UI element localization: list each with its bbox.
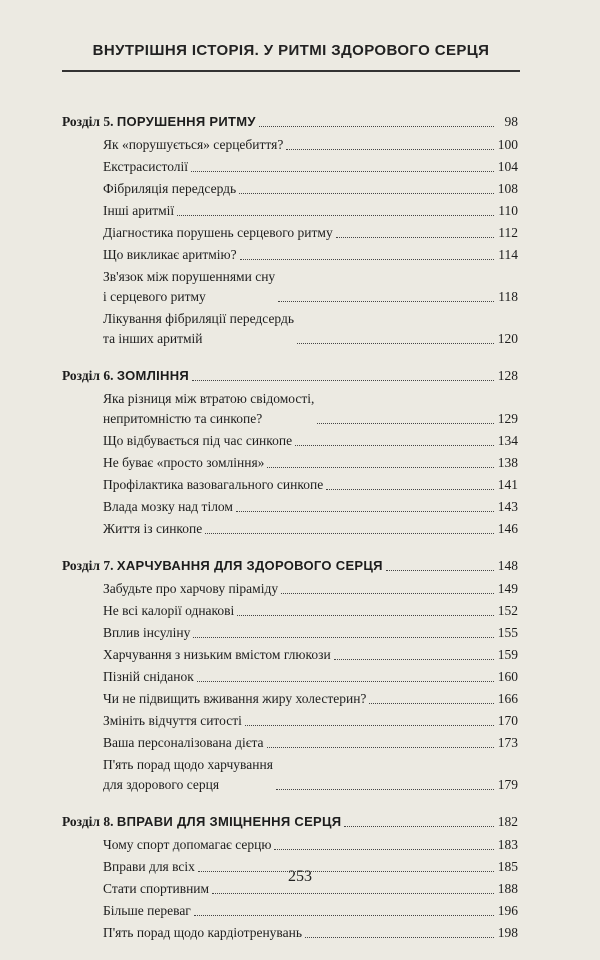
leader-dots <box>336 237 494 238</box>
chapter-entry <box>62 366 518 386</box>
entry-title-line: Чому спорт допомагає серцю <box>103 837 272 852</box>
entry-title <box>103 267 275 307</box>
toc-entry <box>62 835 518 855</box>
entry-page: 166 <box>497 691 518 706</box>
chapter-name: ВПРАВИ ДЛЯ ЗМІЦНЕННЯ СЕРЦЯ <box>116 814 342 829</box>
entry-title-line: Фібриляція передсердь <box>103 181 237 196</box>
entry-page: 114 <box>498 247 518 262</box>
entry-title <box>103 901 191 921</box>
leader-dots <box>194 915 494 916</box>
toc-entry <box>62 579 518 599</box>
chapter-name: ХАРЧУВАННЯ ДЛЯ ЗДОРОВОГО СЕРЦЯ <box>116 558 383 573</box>
chapter-page: 182 <box>497 814 518 829</box>
chapter-entry <box>62 556 518 576</box>
leader-dots <box>386 570 494 571</box>
entry-title-line: непритомністю та синкопе? <box>103 411 263 426</box>
entry-page: 188 <box>497 881 518 896</box>
entry-title-line: Яка різниця між втратою свідомості, <box>103 391 315 406</box>
entry-title-line: Стати спортивним <box>103 881 210 896</box>
entry-page: 170 <box>497 713 518 728</box>
leader-dots <box>240 259 494 260</box>
entry-title-line: Діагностика порушень серцевого ритму <box>103 225 333 240</box>
chapter-title <box>62 556 383 576</box>
leader-dots <box>237 615 494 616</box>
entry-page: 138 <box>497 455 518 470</box>
toc-entry <box>62 711 518 731</box>
entry-title <box>103 135 283 155</box>
entry-page: 112 <box>498 225 518 240</box>
toc-entry <box>62 431 518 451</box>
entry-page: 108 <box>497 181 518 196</box>
leader-dots <box>297 343 494 344</box>
toc-entry <box>62 453 518 473</box>
toc-entry <box>62 689 518 709</box>
entry-page: 104 <box>497 159 518 174</box>
toc-entry <box>62 157 518 177</box>
chapter-page: 148 <box>497 558 518 573</box>
leader-dots <box>239 193 494 194</box>
toc-entry <box>62 201 518 221</box>
entry-title-line: та інших аритмій <box>103 331 203 346</box>
leader-dots <box>259 126 494 127</box>
entry-title-line: Профілактика вазовагального синкопе <box>103 477 324 492</box>
entry-title <box>103 475 323 495</box>
entry-title <box>103 623 190 643</box>
entry-title <box>103 711 242 731</box>
entry-page: 160 <box>497 669 518 684</box>
entry-page: 155 <box>497 625 518 640</box>
entry-title-line: Лікування фібриляції передсердь <box>103 311 295 326</box>
leader-dots <box>326 489 494 490</box>
chapter-name: ЗОМЛІННЯ <box>116 368 190 383</box>
entry-title <box>103 497 233 517</box>
toc-entry <box>62 601 518 621</box>
entry-title-line: Змініть відчуття ситості <box>103 713 242 728</box>
entry-title-line: Зв'язок між порушеннями сну <box>103 269 276 284</box>
entry-title <box>103 431 292 451</box>
entry-title <box>103 309 294 349</box>
toc-chapter-7 <box>62 556 518 795</box>
toc-entry <box>62 135 518 155</box>
header-rule <box>62 70 520 72</box>
entry-page: 179 <box>497 777 518 792</box>
entry-page: 149 <box>497 581 518 596</box>
entry-title-line: Що відбувається під час синкопе <box>103 433 293 448</box>
toc-entry <box>62 497 518 517</box>
entry-title <box>103 389 314 429</box>
toc-entry <box>62 475 518 495</box>
entry-page: 146 <box>497 521 518 536</box>
entry-title-line: Пізній сніданок <box>103 669 194 684</box>
chapter-page: 128 <box>497 368 518 383</box>
entry-title <box>103 223 333 243</box>
leader-dots <box>281 593 494 594</box>
entry-page: 173 <box>497 735 518 750</box>
entry-page: 118 <box>498 289 518 304</box>
entry-title <box>103 667 194 687</box>
entry-title <box>103 245 237 265</box>
entry-page: 183 <box>497 837 518 852</box>
leader-dots <box>212 893 494 894</box>
chapter-number: Розділ 7. <box>62 558 114 573</box>
entry-title-line: Ваша персоналізована дієта <box>103 735 264 750</box>
toc-entry <box>62 389 518 429</box>
chapter-title <box>62 366 189 386</box>
leader-dots <box>305 937 494 938</box>
toc-entry <box>62 645 518 665</box>
toc-chapter-6 <box>62 366 518 539</box>
entry-title-line: і серцевого ритму <box>103 289 206 304</box>
entry-page: 198 <box>497 925 518 940</box>
entry-title <box>103 601 234 621</box>
toc-entry <box>62 223 518 243</box>
entry-page: 141 <box>497 477 518 492</box>
chapter-entry <box>62 112 518 132</box>
entry-title-line: Чи не підвищить вживання жиру холестерин? <box>103 691 367 706</box>
entry-page: 185 <box>497 859 518 874</box>
toc-entry <box>62 623 518 643</box>
entry-title <box>103 733 264 753</box>
entry-title-line: Не буває «просто зомління» <box>103 455 265 470</box>
entry-title-line: Вправи для всіх <box>103 859 195 874</box>
entry-title-line: Як «порушується» серцебиття? <box>103 137 284 152</box>
leader-dots <box>278 301 494 302</box>
entry-title-line: Вплив інсуліну <box>103 625 191 640</box>
toc-entry <box>62 755 518 795</box>
entry-page: 196 <box>497 903 518 918</box>
leader-dots <box>236 511 494 512</box>
leader-dots <box>369 703 494 704</box>
entry-title <box>103 645 331 665</box>
entry-title <box>103 689 366 709</box>
leader-dots <box>317 423 494 424</box>
toc-entry <box>62 245 518 265</box>
entry-title <box>103 179 236 199</box>
entry-title <box>103 579 278 599</box>
entry-title-line: Інші аритмії <box>103 203 175 218</box>
toc-entry <box>62 179 518 199</box>
entry-page: 134 <box>497 433 518 448</box>
chapter-number: Розділ 6. <box>62 368 114 383</box>
leader-dots <box>276 789 494 790</box>
entry-page: 143 <box>497 499 518 514</box>
entry-title-line: Життя із синкопе <box>103 521 203 536</box>
entry-title <box>103 835 271 855</box>
entry-page: 100 <box>497 137 518 152</box>
leader-dots <box>197 681 494 682</box>
toc-entry <box>62 267 518 307</box>
entry-title-line: Більше переваг <box>103 903 191 918</box>
entry-title-line: Що викликає аритмію? <box>103 247 237 262</box>
chapter-title <box>62 112 256 132</box>
entry-page: 110 <box>498 203 518 218</box>
entry-title <box>103 519 202 539</box>
leader-dots <box>267 747 494 748</box>
chapter-entry <box>62 812 518 832</box>
entry-title-line: Екстрасистолії <box>103 159 189 174</box>
leader-dots <box>295 445 494 446</box>
entry-title-line: П'ять порад щодо кардіотренувань <box>103 925 302 940</box>
entry-title <box>103 453 264 473</box>
leader-dots <box>177 215 494 216</box>
leader-dots <box>191 171 494 172</box>
running-header: ВНУТРІШНЯ ІСТОРІЯ. У РИТМІ ЗДОРОВОГО СЕРЦЯ <box>92 42 490 59</box>
leader-dots <box>193 637 494 638</box>
entry-title-line: П'ять порад щодо харчування <box>103 757 273 772</box>
toc-entry <box>62 519 518 539</box>
table-of-contents <box>62 112 518 960</box>
toc-entry <box>62 667 518 687</box>
leader-dots <box>274 849 494 850</box>
entry-title-line: Влада мозку над тілом <box>103 499 233 514</box>
entry-page: 129 <box>497 411 518 426</box>
leader-dots <box>286 149 494 150</box>
entry-title <box>103 755 273 795</box>
toc-entry <box>62 309 518 349</box>
chapter-title <box>62 812 341 832</box>
entry-title-line: Забудьте про харчову піраміду <box>103 581 279 596</box>
entry-page: 152 <box>497 603 518 618</box>
chapter-number: Розділ 5. <box>62 114 114 129</box>
leader-dots <box>334 659 494 660</box>
chapter-number: Розділ 8. <box>62 814 114 829</box>
toc-entry <box>62 901 518 921</box>
toc-entry <box>62 923 518 943</box>
leader-dots <box>205 533 494 534</box>
toc-entry <box>62 733 518 753</box>
entry-title-line: для здорового серця <box>103 777 220 792</box>
leader-dots <box>245 725 494 726</box>
chapter-page: 98 <box>504 114 518 129</box>
chapter-name: ПОРУШЕННЯ РИТМУ <box>116 114 256 129</box>
entry-title <box>103 157 188 177</box>
entry-title-line: Не всі калорії однакові <box>103 603 235 618</box>
entry-title-line: Харчування з низьким вмістом глюкози <box>103 647 331 662</box>
entry-page: 120 <box>497 331 518 346</box>
leader-dots <box>344 826 494 827</box>
toc-chapter-5 <box>62 112 518 349</box>
page-number: 253 <box>288 868 312 885</box>
leader-dots <box>267 467 494 468</box>
entry-title <box>103 201 174 221</box>
leader-dots <box>192 380 494 381</box>
entry-page: 159 <box>497 647 518 662</box>
entry-title <box>103 923 302 943</box>
